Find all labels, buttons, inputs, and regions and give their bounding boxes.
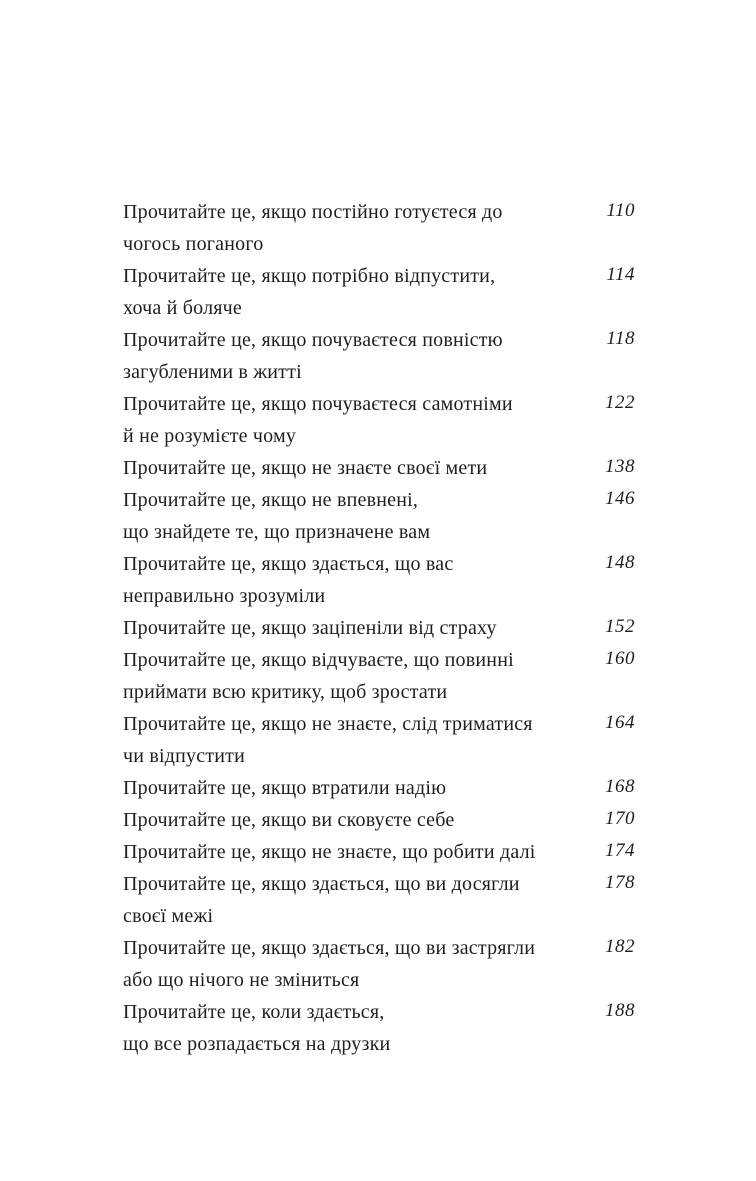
toc-entry-title [123,324,589,388]
toc-entry-page-number: 164 [605,712,635,733]
toc-entry-title-line: своєї межі [123,905,214,927]
toc-entry-title [123,548,589,612]
toc-entry-title-line: Прочитайте це, якщо здається, що ви досягли [123,873,520,895]
toc-entry-title-line: Прочитайте це, якщо ви сковуєте себе [123,809,455,831]
toc-entry-title-line: що все розпадається на друзки [123,1033,391,1055]
toc-entry-title [123,644,589,708]
toc-entry [123,612,635,644]
toc-entry-title-line: Прочитайте це, якщо постійно готуєтеся до [123,201,503,223]
toc-entry-title-line: Прочитайте це, якщо втратили надію [123,777,447,799]
toc-entry-page-number: 114 [606,264,635,285]
toc-entry-title [123,804,589,836]
toc-entry [123,804,635,836]
toc-entry-title-line: хоча й боляче [123,297,242,319]
toc-entry-title [123,868,589,932]
toc-entry-title-line: Прочитайте це, якщо почуваєтеся самотніми [123,393,513,415]
toc-entry [123,996,635,1060]
toc-entry-title [123,484,589,548]
toc-entry [123,708,635,772]
toc-entry [123,324,635,388]
toc-entry [123,452,635,484]
toc-entry-page-number: 160 [605,648,635,669]
toc-entry-title [123,708,589,772]
toc-entry-title [123,996,589,1060]
toc-entry-title-line: Прочитайте це, якщо не знаєте своєї мети [123,457,488,479]
toc-entry [123,388,635,452]
toc-entry-page-number: 178 [605,872,635,893]
toc-entry-title-line: Прочитайте це, якщо відчуваєте, що повинні [123,649,514,671]
toc-entry-page-number: 168 [605,776,635,797]
toc-entry-title-line: Прочитайте це, якщо не впевнені, [123,489,419,511]
toc-entry-title [123,836,589,868]
toc-entry-title-line: чи відпустити [123,745,246,767]
toc-entry-title [123,388,589,452]
toc-entry-page-number: 122 [605,392,635,413]
toc-entry [123,484,635,548]
toc-entry-title-line: Прочитайте це, коли здається, [123,1001,385,1023]
toc-entry-title-line: Прочитайте це, якщо здається, що вас [123,553,454,575]
toc-entry-title-line: неправильно зрозуміли [123,585,326,607]
toc-entry-title-line: або що нічого не зміниться [123,969,360,991]
toc-entry [123,836,635,868]
toc-entry-page-number: 118 [606,328,635,349]
toc-entry-page-number: 138 [605,456,635,477]
toc-entry-title-line: Прочитайте це, якщо почуваєтеся повністю [123,329,503,351]
toc-entry-title-line: й не розумієте чому [123,425,297,447]
toc-entry-page-number: 188 [605,1000,635,1021]
toc-entry-title [123,260,589,324]
toc-entry-title-line: Прочитайте це, якщо потрібно відпустити, [123,265,496,287]
toc-entry-title-line: чогось поганого [123,233,264,255]
toc-entry-title [123,932,589,996]
toc-entry-page-number: 182 [605,936,635,957]
toc-entry [123,548,635,612]
toc-entry-title [123,452,589,484]
toc-entry-page-number: 110 [606,200,635,221]
toc-entry-title [123,196,589,260]
toc-entry [123,196,635,260]
toc-entry [123,260,635,324]
toc-entry-page-number: 174 [605,840,635,861]
toc-entry-page-number: 152 [605,616,635,637]
toc-entry [123,644,635,708]
toc-entry-title-line: Прочитайте це, якщо здається, що ви застрягли [123,937,536,959]
toc-entry-title-line: що знайдете те, що призначене вам [123,521,431,543]
toc-entry-title-line: Прочитайте це, якщо не знаєте, що робити далі [123,841,536,863]
toc-entry-page-number: 148 [605,552,635,573]
toc-entry-title-line: приймати всю критику, щоб зростати [123,681,448,703]
toc-entry-title [123,612,589,644]
toc-entry-title [123,772,589,804]
toc-entry-page-number: 170 [605,808,635,829]
toc-entry-title-line: загубленими в житті [123,361,302,383]
table-of-contents [123,196,635,1060]
toc-entry-title-line: Прочитайте це, якщо заціпеніли від страху [123,617,497,639]
toc-entry [123,772,635,804]
toc-entry-title-line: Прочитайте це, якщо не знаєте, слід триматися [123,713,533,735]
toc-entry [123,932,635,996]
toc-entry-page-number: 146 [605,488,635,509]
toc-entry [123,868,635,932]
